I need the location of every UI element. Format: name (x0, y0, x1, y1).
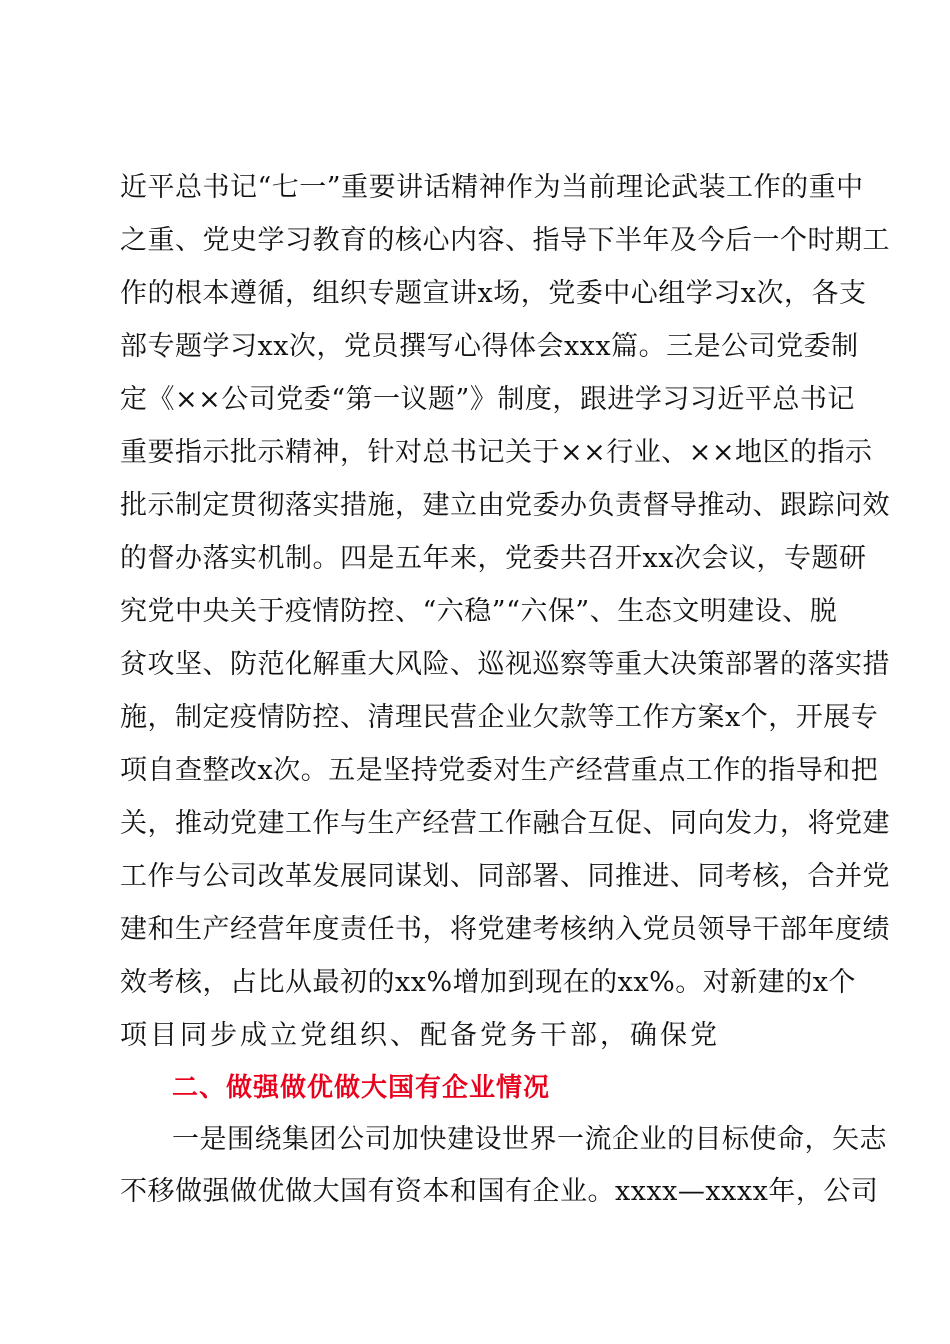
paragraph-line: 建和生产经营年度责任书，将党建考核纳入党员领导干部年度绩 (120, 914, 890, 945)
paragraph-line: 关，推动党建工作与生产经营工作融合互促、同向发力，将党建 (120, 808, 890, 839)
paragraph-line: 施，制定疫情防控、清理民营企业欠款等工作方案x个，开展专 (120, 702, 879, 733)
paragraph-line: 之重、党史学习教育的核心内容、指导下半年及今后一个时期工 (120, 225, 890, 256)
paragraph-line: 项自查整改x次。五是坚持党委对生产经营重点工作的指导和把 (120, 755, 879, 786)
paragraph-line: 近平总书记“七一”重要讲话精神作为当前理论武装工作的重中 (120, 172, 864, 203)
paragraph-line: 究党中央关于疫情防控、“六稳”“六保”、生态文明建设、脱 (120, 596, 838, 627)
paragraph-line: 部专题学习xx次，党员撰写心得体会xxx篇。三是公司党委制 (120, 331, 859, 362)
paragraph-line: 作的根本遵循，组织专题宣讲x场，党委中心组学习x次，各支 (120, 278, 867, 309)
paragraph-line: 贫攻坚、防范化解重大风险、巡视巡察等重大决策部署的落实措 (120, 649, 890, 680)
section-heading: 二、做强做优做大国有企业情况 (172, 1073, 551, 1103)
paragraph-line: 不移做强做优做大国有资本和国有企业。xxxx—xxxx年，公司 (120, 1176, 879, 1207)
paragraph-line: 效考核，占比从最初的xx%增加到现在的xx%。对新建的x个 (120, 967, 856, 998)
paragraph-line-last: 项目同步成立党组织、配备党务干部，确保党 (120, 1020, 720, 1051)
paragraph-line: 工作与公司改革发展同谋划、同部署、同推进、同考核，合并党 (120, 861, 890, 892)
paragraph-line-first: 一是围绕集团公司加快建设世界一流企业的目标使命，矢志 (172, 1124, 887, 1155)
paragraph-line: 定《××公司党委“第一议题”》制度，跟进学习习近平总书记 (120, 384, 855, 415)
paragraph-line: 重要指示批示精神，针对总书记关于××行业、××地区的指示 (120, 437, 873, 468)
paragraph-line: 的督办落实机制。四是五年来，党委共召开xx次会议，专题研 (120, 543, 867, 574)
paragraph-line: 批示制定贯彻落实措施，建立由党委办负责督导推动、跟踪问效 (120, 490, 890, 521)
